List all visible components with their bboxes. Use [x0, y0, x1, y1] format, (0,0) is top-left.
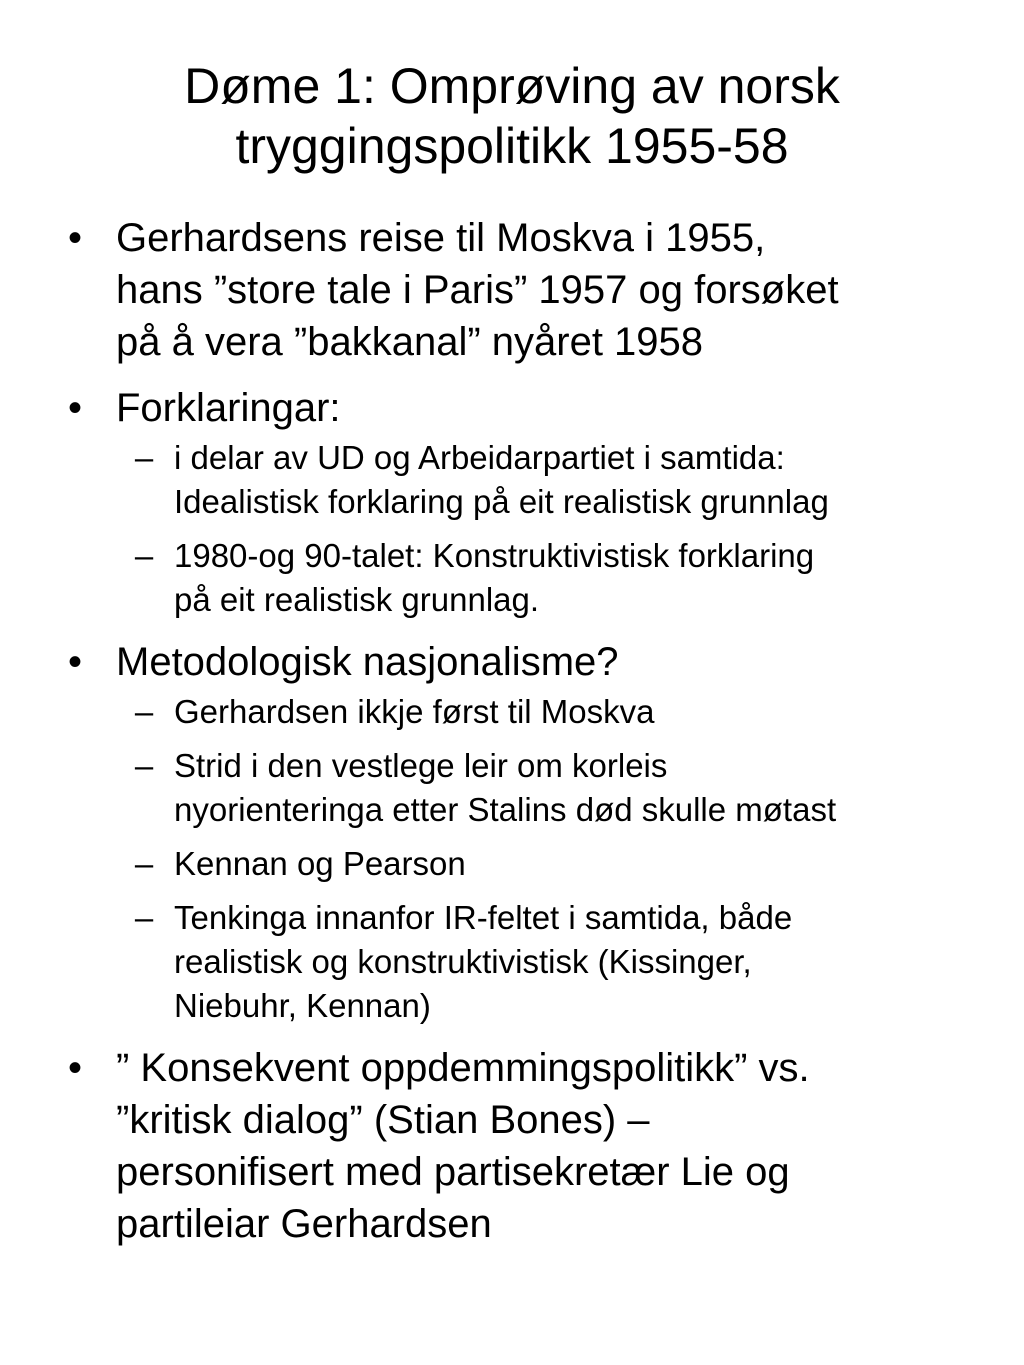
bullet-text-line: hans ”store tale i Paris” 1957 og forsøket — [116, 268, 839, 312]
dash-marker: – — [134, 439, 154, 476]
dash-marker: – — [134, 537, 154, 574]
bullet-text-line: på å vera ”bakkanal” nyåret 1958 — [116, 320, 704, 364]
bullet-text-line: Gerhardsens reise til Moskva i 1955, — [116, 216, 766, 260]
sub-bullet-text-line: nyorienteringa etter Stalins død skulle møtast — [174, 791, 837, 828]
sub-bullet-text-line: i delar av UD og Arbeidarpartiet i samtida: — [174, 439, 785, 476]
sub-bullet-item — [116, 534, 964, 622]
sub-bullet-text-line: Niebuhr, Kennan) — [174, 987, 431, 1024]
sub-bullet-text-line: Tenkinga innanfor IR-feltet i samtida, både — [174, 899, 793, 936]
sub-bullet-text-line: Idealistisk forklaring på eit realistisk grunnlag — [174, 483, 829, 520]
bullet-text-line: Forklaringar: — [116, 386, 341, 430]
bullet-text-line: partileiar Gerhardsen — [116, 1202, 492, 1246]
bullet-item — [60, 1042, 964, 1250]
sub-bullet-item — [116, 690, 964, 734]
sub-bullet-text-line: Gerhardsen ikkje først til Moskva — [174, 693, 655, 730]
bullet-list — [60, 212, 964, 1250]
dash-marker: – — [134, 693, 154, 730]
sub-bullet-text-line: Strid i den vestlege leir om korleis — [174, 747, 668, 784]
sub-bullet-text-line: på eit realistisk grunnlag. — [174, 581, 540, 618]
dash-marker: – — [134, 747, 154, 784]
slide-title-line: tryggingspolitikk 1955-58 — [235, 118, 789, 174]
bullet-text-line: personifisert med partisekretær Lie og — [116, 1150, 790, 1194]
bullet-item — [60, 636, 964, 1028]
bullet-text-line: Metodologisk nasjonalisme? — [116, 640, 619, 684]
slide-title-line: Døme 1: Omprøving av norsk — [184, 58, 840, 114]
bullet-marker: • — [67, 216, 82, 260]
bullet-marker: • — [67, 1046, 82, 1090]
bullet-marker: • — [67, 640, 82, 684]
sub-bullet-text-line: Kennan og Pearson — [174, 845, 466, 882]
bullet-text-line: ”kritisk dialog” (Stian Bones) – — [116, 1098, 650, 1142]
sub-bullet-item — [116, 896, 964, 1028]
dash-marker: – — [134, 845, 154, 882]
sub-bullet-text-line: realistisk og konstruktivistisk (Kissinger, — [174, 943, 752, 980]
sub-bullet-text-line: 1980-og 90-talet: Konstruktivistisk forklaring — [174, 537, 815, 574]
bullet-marker: • — [67, 386, 82, 430]
sub-bullet-item — [116, 842, 964, 886]
slide-title — [60, 56, 964, 176]
bullet-item — [60, 382, 964, 622]
sub-bullet-list — [116, 436, 964, 622]
sub-bullet-list — [116, 690, 964, 1028]
bullet-text-line: ” Konsekvent oppdemmingspolitikk” vs. — [116, 1046, 810, 1090]
slide-body — [60, 212, 964, 1264]
sub-bullet-item — [116, 744, 964, 832]
dash-marker: – — [134, 899, 154, 936]
sub-bullet-item — [116, 436, 964, 524]
bullet-item — [60, 212, 964, 368]
